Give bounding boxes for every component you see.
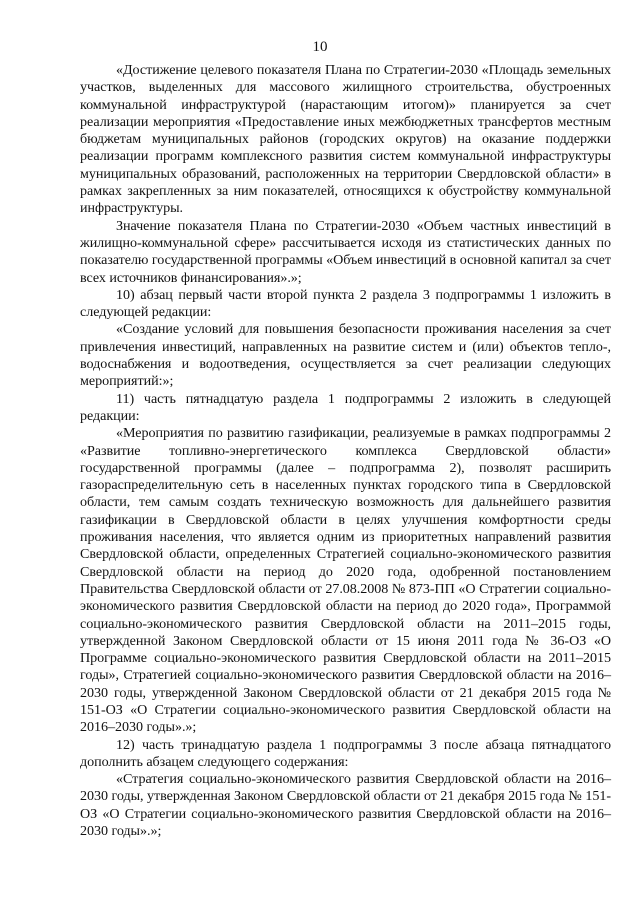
document-body [80,62,611,840]
paragraph-target-indicator-land-plots: «Достижение целевого показателя Плана по Стратегии-2030 «Площадь земельных участков, выделенных для массового жилищного строительства, обустроенных коммунальной инфраструктурой (нарастающим итогом)» планируется за счет реализации мероприятия «Предоставление иных межбюджетных трансфертов местным бюджетам муниципальных районов (городских округов) на оказание поддержки реализации программ комплексного развития систем коммунальной инфраструктуры муниципальных образований, расположенных на территории Свердловской области» в рамках закрепленных за ним показателей, относящихся к обустройству коммунальной инфраструктуры. [80,62,611,217]
page-number: 10 [312,39,328,55]
paragraph-amendment-12: 12) часть тринадцатую раздела 1 подпрограммы 3 после абзаца пятнадцатого дополнить абзацем следующего содержания: [80,736,611,770]
paragraph-amendment-10: 10) абзац первый части второй пункта 2 раздела 3 подпрограммы 1 изложить в следующей редакции: [80,286,611,321]
paragraph-strategy-2016-2030: «Стратегия социально-экономического развития Свердловской области на 2016–2030 годы, утвержденная Законом Свердловской области от 21 декабря 2015 года № 151-ОЗ «О Стратегии социально-экономического развития Свердловской области на 2016–2030 годы».»; [80,771,611,840]
paragraph-private-investment-indicator: Значение показателя Плана по Стратегии-2030 «Объем частных инвестиций в жилищно-коммунальной сфере» рассчитывается исходя из статистических данных по показателю государственной программы «Объем инвестиций в основной капитал за счет всех источников финансирования».»; [80,217,611,286]
paragraph-amendment-11: 11) часть пятнадцатую раздела 1 подпрограммы 2 изложить в следующей редакции: [80,390,611,424]
paragraph-safety-conditions: «Создание условий для повышения безопасности проживания населения за счет привлечения инвестиций, направленных на развитие систем и (или) объектов тепло-, водоснабжения и водоотведения, осуществляется за счет реализации следующих мероприятий:»; [80,321,611,390]
paragraph-gasification-measures: «Мероприятия по развитию газификации, реализуемые в рамках подпрограммы 2 «Развитие топливно-энергетического комплекса Свердловской области» государственной программы (далее – подпрограмма 2), позволят расширить газораспределительную сеть в населенных пунктах городского типа в Свердловской области, тем самым создать техническую возможность для дальнейшего развития газификации в Свердловской области в целях улучшения комфортности среды проживания населения, что является одним из приоритетных направлений развития Свердловской области, определенных Стратегией социально-экономического развития Свердловской области на период до 2020 года, одобренной постановлением Правительства Свердловской области от 27.08.2008 № 873-ПП «О Стратегии социально-экономического развития Свердловской области на период до 2020 года», Программой социально-экономического развития Свердловской области на 2011–2015 годы, утвержденной Законом Свердловской области от 15 июня 2011 года № 36-ОЗ «О Программе социально-экономического развития Свердловской области на 2011–2015 годы», Стратегией социально-экономического развития Свердловской области на 2016–2030 годы, утвержденной Законом Свердловской области от 21 декабря 2015 года № 151-ОЗ «О Стратегии социально-экономического развития Свердловской области на 2016–2030 годы».»; [80,425,611,736]
